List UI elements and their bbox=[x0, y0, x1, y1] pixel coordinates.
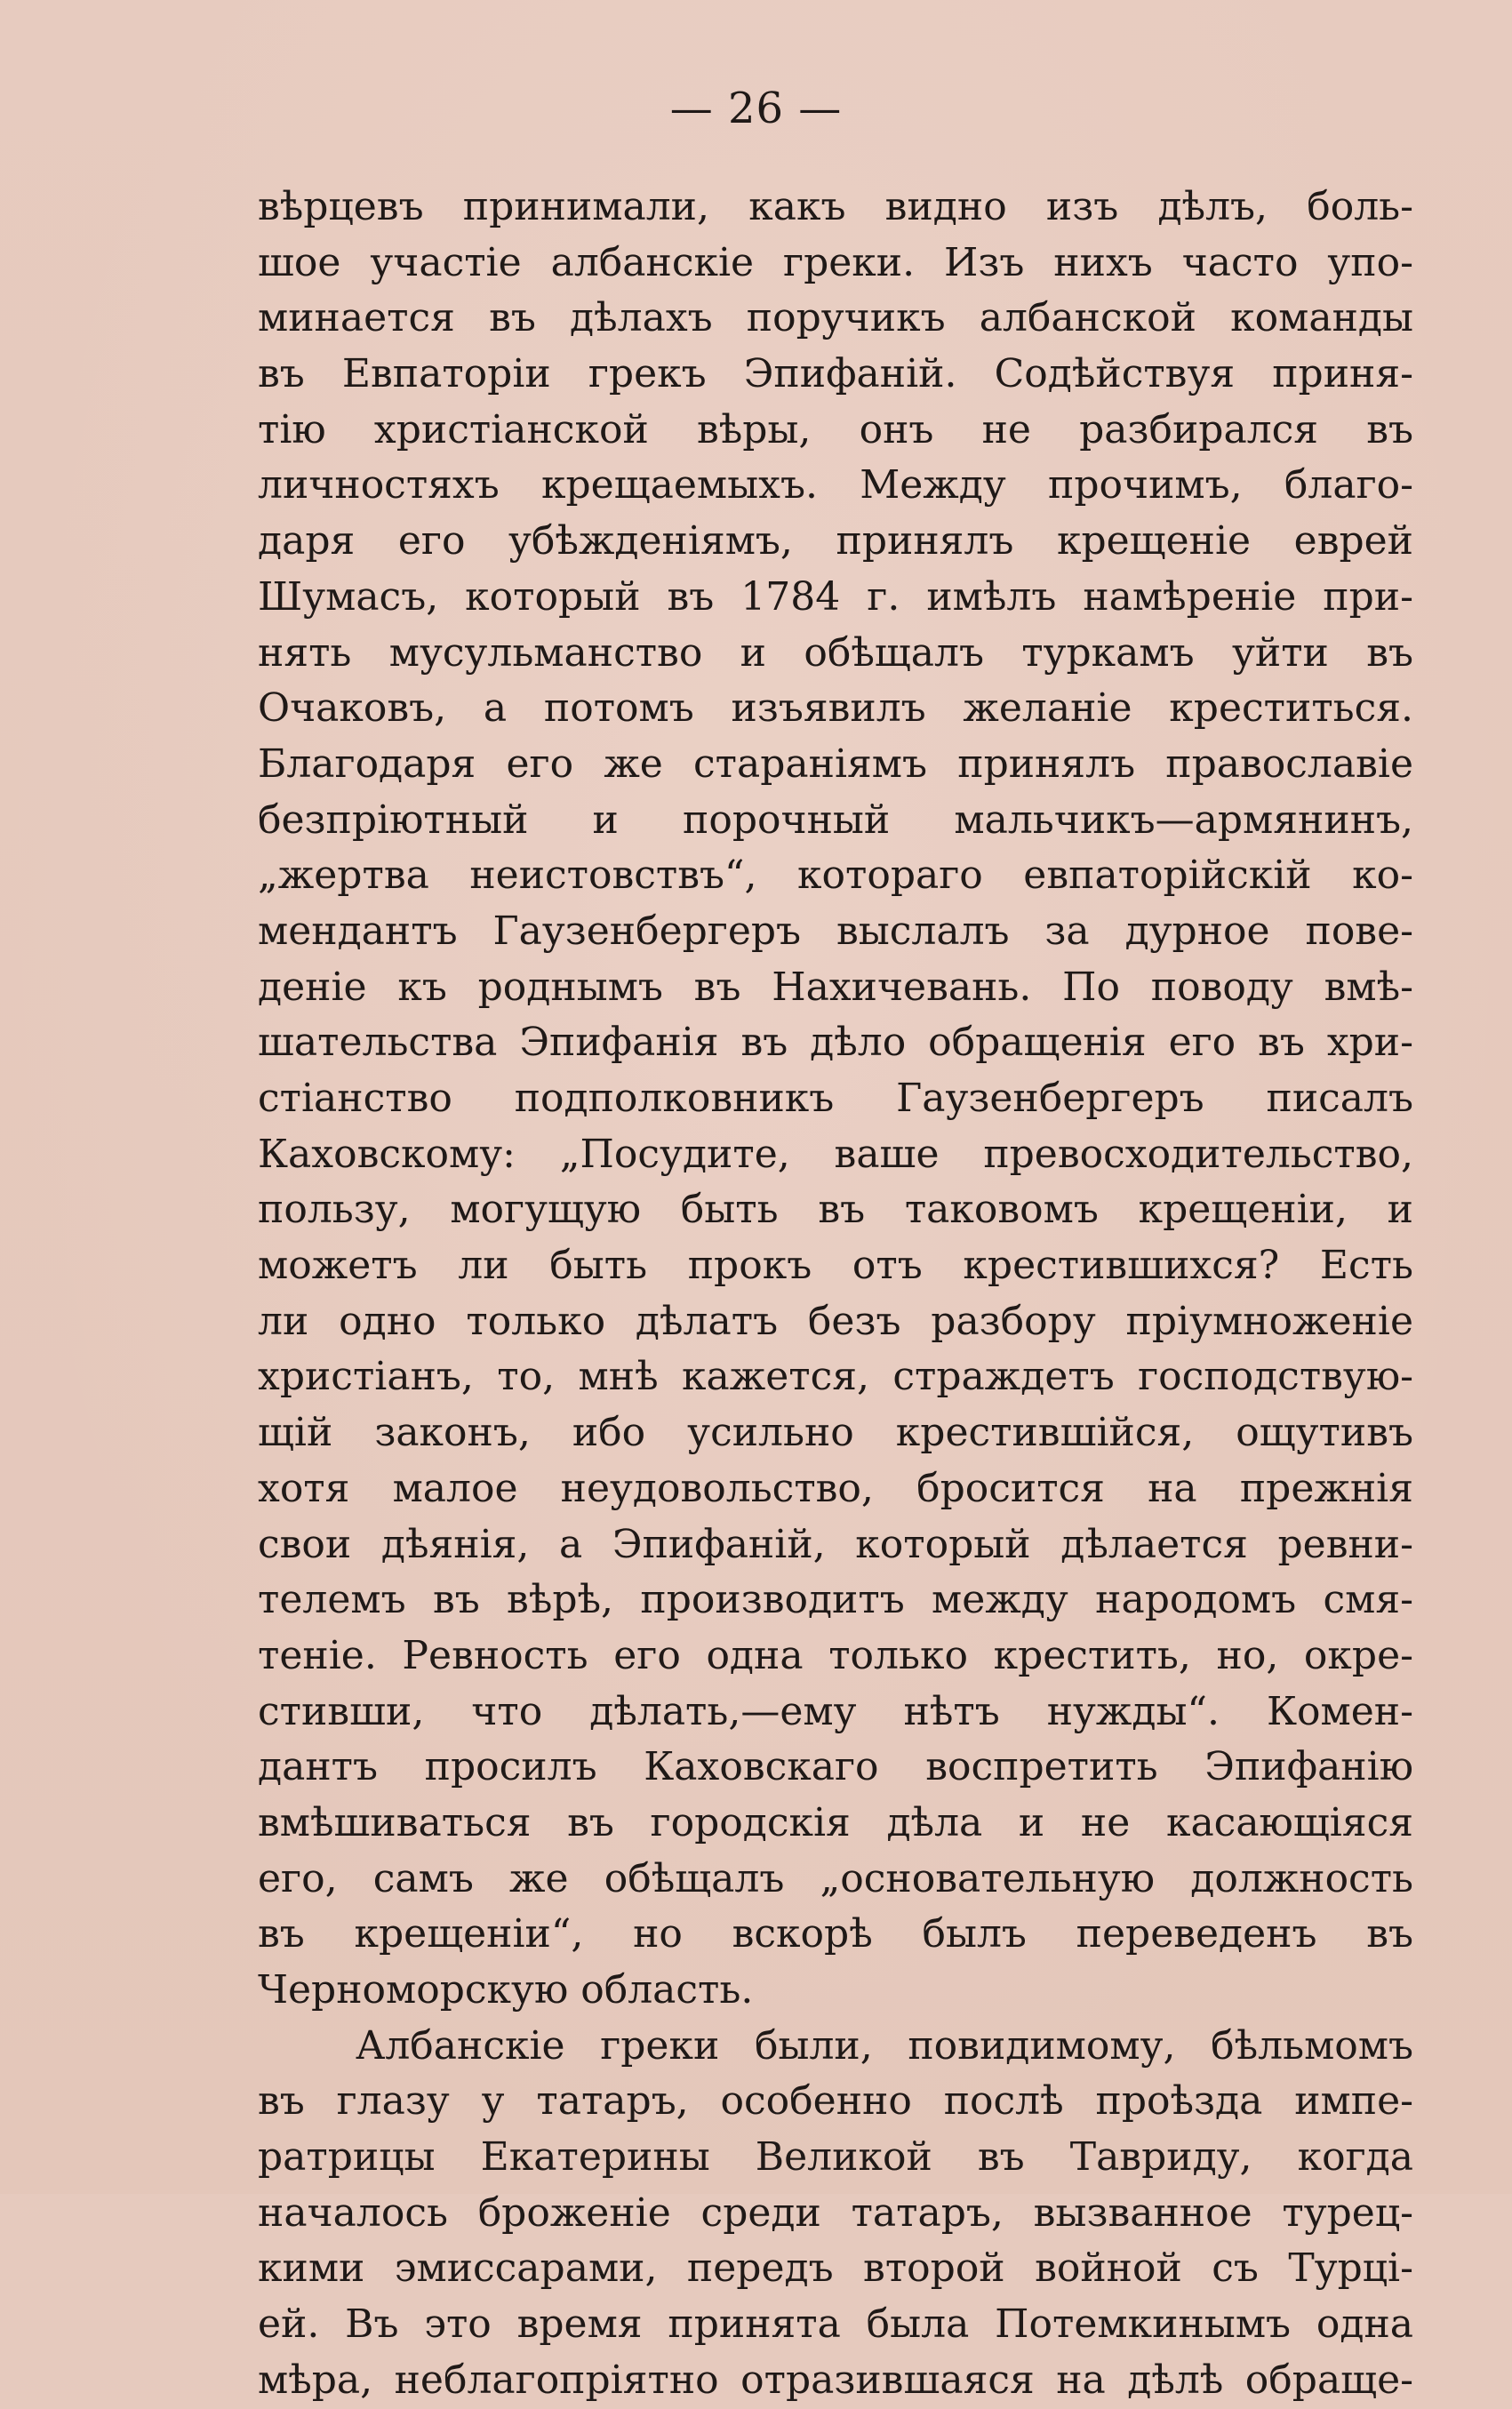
text-line: ли одно только дѣлатъ безъ разбору пріумноженіе bbox=[258, 1298, 1413, 1344]
text-line: мендантъ Гаузенбергеръ выслалъ за дурное пове- bbox=[258, 908, 1413, 954]
page-number: — 26 — bbox=[669, 84, 843, 133]
text-line: шое участіе албанскіе греки. Изъ нихъ часто упо- bbox=[258, 239, 1413, 285]
text-line: его, самъ же обѣщалъ „основательную должность bbox=[258, 1855, 1413, 1901]
text-line: щій законъ, ибо усильно крестившійся, ощутивъ bbox=[258, 1410, 1413, 1456]
text-line: пользу, могущую быть въ таковомъ крещеніи, и bbox=[258, 1187, 1413, 1233]
text-line: теніе. Ревность его одна только крестить, но, окре- bbox=[258, 1632, 1413, 1678]
text-line: можетъ ли быть прокъ отъ крестившихся? Есть bbox=[258, 1243, 1413, 1289]
text-line: вмѣшиваться въ городскія дѣла и не касающіяся bbox=[258, 1799, 1413, 1845]
text-line: въ крещеніи“, но вскорѣ былъ переведенъ въ bbox=[258, 1911, 1413, 1957]
text-line: тію христіанской вѣры, онъ не разбирался въ bbox=[258, 406, 1413, 452]
text-line: въ Евпаторіи грекъ Эпифаній. Содѣйствуя приня- bbox=[258, 351, 1413, 397]
text-line: кими эмиссарами, передъ второй войной съ Турці- bbox=[258, 2245, 1413, 2292]
text-line: „жертва неистовствъ“, котораго евпаторійскій ко- bbox=[258, 852, 1413, 899]
text-line: хотя малое неудовольство, бросится на прежнія bbox=[258, 1465, 1413, 1511]
text-line: нять мусульманство и обѣщалъ туркамъ уйти въ bbox=[258, 629, 1413, 676]
text-line: телемъ въ вѣрѣ, производитъ между народомъ смя- bbox=[258, 1577, 1413, 1623]
text-line: ратрицы Екатерины Великой въ Тавриду, когда bbox=[258, 2134, 1413, 2181]
text-line: ей. Въ это время принята была Потемкинымъ одна bbox=[258, 2301, 1413, 2348]
text-line: Шумасъ, который въ 1784 г. имѣлъ намѣреніе при- bbox=[258, 573, 1413, 620]
text-line: дантъ просилъ Каховскаго воспретить Эпифанію bbox=[258, 1744, 1413, 1790]
text-line: деніе къ роднымъ въ Нахичевань. По поводу вмѣ- bbox=[258, 964, 1413, 1010]
text-line: минается въ дѣлахъ поручикъ албанской команды bbox=[258, 295, 1413, 341]
body-text bbox=[258, 180, 1413, 2409]
paragraph-end-line: Черноморскую область. bbox=[258, 1967, 754, 2013]
text-line: стіанство подполковникъ Гаузенбергеръ писалъ bbox=[258, 1076, 1413, 1121]
text-line: вѣрцевъ принимали, какъ видно изъ дѣлъ, боль- bbox=[258, 184, 1413, 229]
text-line: шательства Эпифанія въ дѣло обращенія его въ хри- bbox=[258, 1020, 1413, 1066]
text-line: въ глазу у татаръ, особенно послѣ проѣзда импе- bbox=[258, 2078, 1413, 2125]
text-line: Очаковъ, а потомъ изъявилъ желаніе креститься. bbox=[258, 685, 1413, 732]
text-line: личностяхъ крещаемыхъ. Между прочимъ, благо- bbox=[258, 462, 1413, 508]
text-line: стивши, что дѣлать,—ему нѣтъ нужды“. Комен- bbox=[258, 1688, 1413, 1734]
text-line: Каховскому: „Посудите, ваше превосходительство, bbox=[258, 1131, 1413, 1177]
text-line: даря его убѣжденіямъ, принялъ крещеніе еврей bbox=[258, 518, 1413, 564]
text-line: мѣра, неблагопріятно отразившаяся на дѣлѣ обраще- bbox=[258, 2357, 1413, 2403]
text-line: началось броженіе среди татаръ, вызванное турец- bbox=[258, 2189, 1413, 2236]
text-line: свои дѣянія, а Эпифаній, который дѣлается ревни- bbox=[258, 1521, 1413, 1567]
text-line: Благодаря его же стараніямъ принялъ православіе bbox=[258, 740, 1413, 787]
text-line: безпріютный и порочный мальчикъ—армянинъ, bbox=[258, 796, 1413, 843]
paragraph-start-line: Албанскіе греки были, повидимому, бѣльмомъ bbox=[356, 2022, 1413, 2069]
text-line: христіанъ, то, мнѣ кажется, страждетъ господствую- bbox=[258, 1354, 1413, 1400]
